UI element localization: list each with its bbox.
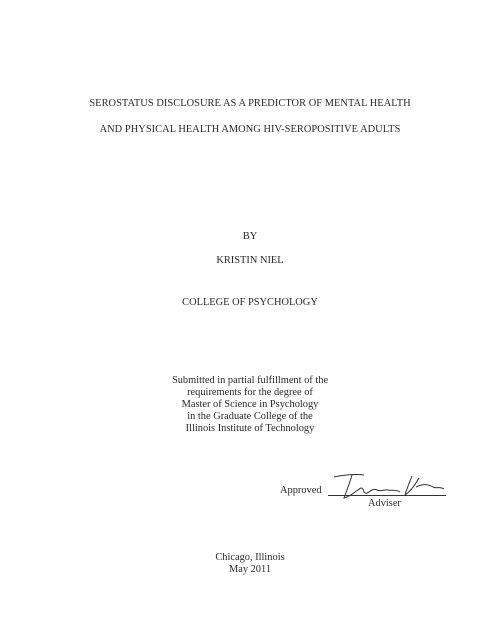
date: May 2011: [228, 564, 272, 575]
submission-line: Illinois Institute of Technology: [185, 423, 315, 434]
college-name: COLLEGE OF PSYCHOLOGY: [182, 297, 318, 308]
author-name: KRISTIN NIEL: [216, 255, 284, 266]
thesis-title-line-1: SEROSTATUS DISCLOSURE AS A PREDICTOR OF MENTAL HEALTH: [89, 98, 411, 109]
approval-block: [250, 472, 450, 512]
submission-line: requirements for the degree of: [187, 387, 313, 398]
submission-line: Submitted in partial fulfillment of the: [171, 375, 329, 386]
submission-line: in the Graduate College of the: [187, 411, 313, 422]
submission-line: Master of Science in Psychology: [181, 399, 319, 410]
thesis-title-line-2: AND PHYSICAL HEALTH AMONG HIV-SEROPOSITIVE ADULTS: [99, 124, 401, 135]
approved-label: Approved: [280, 485, 322, 496]
signature-line: [328, 495, 446, 496]
by-label: BY: [242, 231, 258, 242]
location: Chicago, Illinois: [215, 552, 285, 563]
adviser-label: Adviser: [368, 498, 401, 509]
